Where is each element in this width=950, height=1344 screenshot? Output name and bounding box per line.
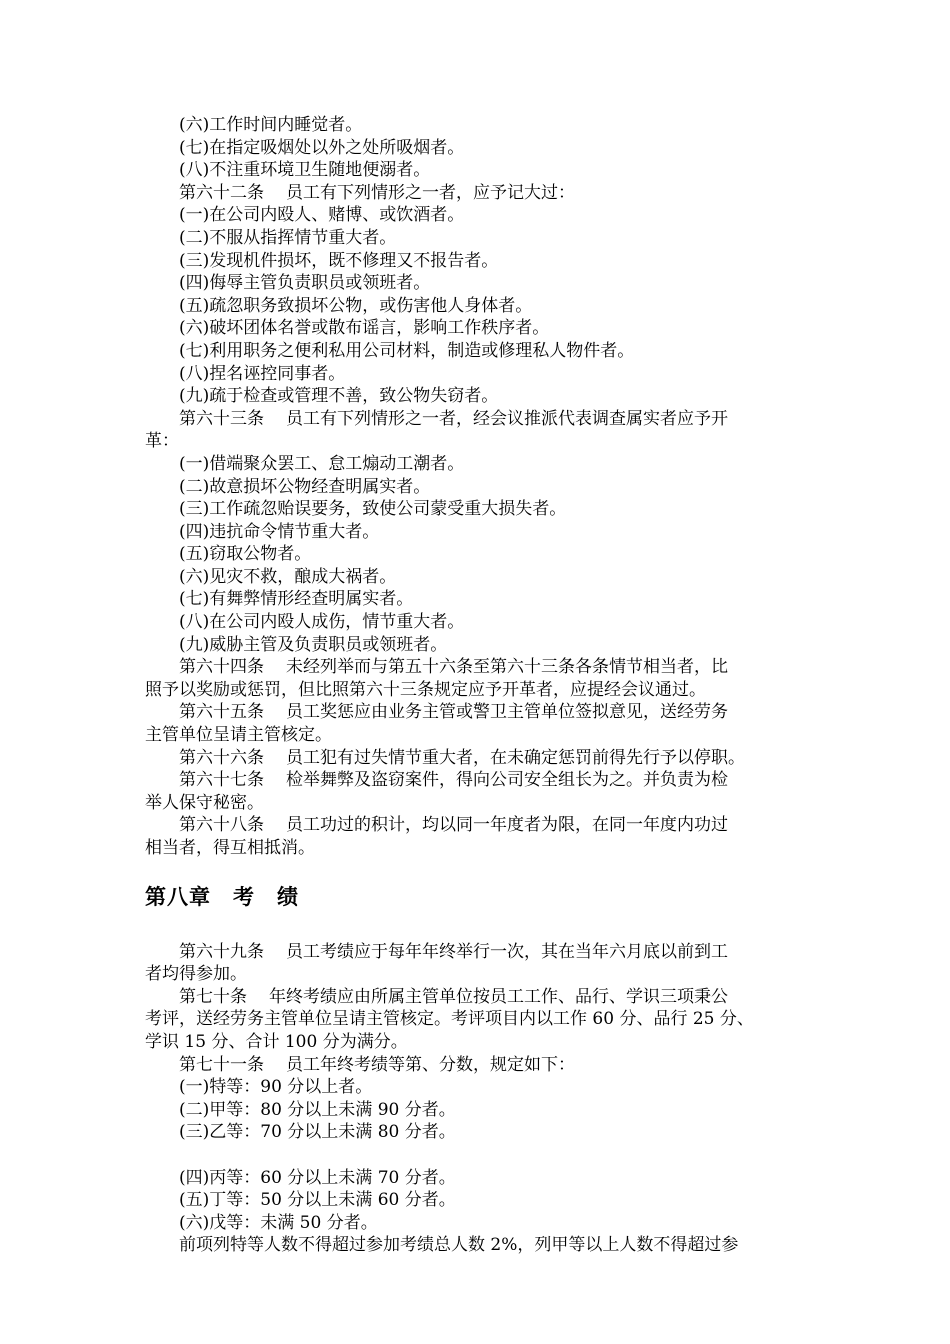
article-number: 第六十九条 — [179, 941, 264, 962]
article-number: 第六十四条 — [179, 657, 264, 678]
article-number: 第六十八条 — [179, 815, 264, 836]
article-text: 年终考绩应由所属主管单位按员工工作、品行、学识三项秉公 — [269, 986, 728, 1007]
article-text: 未经列举而与第五十六条至第六十三条各条情节相当者，比 — [286, 657, 728, 678]
list-item: (二)不服从指挥情节重大者。 — [179, 227, 397, 248]
article-line — [145, 814, 805, 837]
list-item: (六)见灾不救，酿成大祸者。 — [179, 566, 397, 587]
article-number: 第六十五条 — [179, 702, 264, 723]
list-item: (八)不注重环境卫生随地便溺者。 — [179, 160, 431, 181]
list-item: (六)戊等：未满 50 分者。 — [179, 1212, 378, 1233]
article-line — [145, 747, 805, 770]
list-item: (五)丁等：50 分以上未满 60 分者。 — [179, 1190, 456, 1211]
list-item: (三)乙等：70 分以上未满 80 分者。 — [179, 1122, 456, 1143]
article-text: 员工犯有过失情节重大者，在未确定惩罚前得先行予以停职。 — [286, 747, 745, 768]
continuation-line: 举人保守秘密。 — [145, 792, 264, 813]
continuation-line: 考评，送经劳务主管单位呈请主管核定。考评项目内以工作 60 分、品行 25 分、 — [145, 1009, 754, 1030]
list-item: (六)工作时间内睡觉者。 — [179, 115, 363, 135]
article-line — [145, 769, 805, 792]
article-text: 员工有下列情形之一者，经会议推派代表调查属实者应予开 — [286, 408, 728, 429]
list-item: (七)在指定吸烟处以外之处所吸烟者。 — [179, 137, 465, 158]
blank-line — [145, 1144, 805, 1167]
article-line — [145, 408, 805, 431]
article-text: 员工有下列情形之一者，应予记大过： — [286, 182, 575, 203]
list-item: (八)在公司内殴人成伤，情节重大者。 — [179, 612, 465, 633]
continuation-line: 学识 15 分、合计 100 分为满分。 — [145, 1031, 408, 1052]
continuation-line: 革： — [145, 431, 179, 452]
list-item: (二)故意损坏公物经查明属实者。 — [179, 476, 431, 497]
regulations-block-2 — [145, 941, 805, 1257]
list-item: (七)有舞弊情形经查明属实者。 — [179, 589, 414, 610]
article-number: 第七十条 — [179, 986, 247, 1007]
list-item: (三)工作疏忽贻误要务，致使公司蒙受重大损失者。 — [179, 499, 567, 520]
list-item: (二)甲等：80 分以上未满 90 分者。 — [179, 1099, 456, 1120]
article-number: 第六十七条 — [179, 770, 264, 791]
list-item: (八)捏名诬控同事者。 — [179, 363, 346, 384]
article-text: 员工考绩应于每年年终举行一次，其在当年六月底以前到工 — [286, 941, 728, 962]
continuation-line: 主管单位呈请主管核定。 — [145, 725, 332, 746]
article-number: 第七十一条 — [179, 1054, 264, 1075]
list-item: (五)疏忽职务致损坏公物，或伤害他人身体者。 — [179, 295, 533, 316]
article-number: 第六十二条 — [179, 182, 264, 203]
article-text: 检举舞弊及盗窃案件，得向公司安全组长为之。并负责为检 — [286, 770, 728, 791]
list-item: (四)违抗命令情节重大者。 — [179, 521, 380, 542]
continuation-line: 者均得参加。 — [145, 964, 247, 985]
chapter-heading — [145, 877, 805, 917]
list-item: (七)利用职务之便利私用公司材料，制造或修理私人物件者。 — [179, 340, 635, 361]
article-number: 第六十三条 — [179, 408, 264, 429]
article-line — [145, 941, 805, 964]
regulations-block-1 — [145, 114, 805, 860]
article-line — [145, 182, 805, 205]
continuation-line: 照予以奖励或惩罚，但比照第六十三条规定应予开革者，应提经会议通过。 — [145, 679, 706, 700]
list-item: (九)威胁主管及负责职员或领班者。 — [179, 634, 448, 655]
list-item: (四)丙等：60 分以上未满 70 分者。 — [179, 1167, 456, 1188]
list-item: (一)特等：90 分以上者。 — [179, 1077, 373, 1098]
list-item: (三)发现机件损坏，既不修理又不报告者。 — [179, 250, 499, 271]
list-item: (五)窃取公物者。 — [179, 544, 312, 565]
chapter-number: 第八章 — [145, 884, 211, 909]
article-text: 员工奖惩应由业务主管或警卫主管单位签拟意见，送经劳务 — [286, 702, 728, 723]
list-item: (一)在公司内殴人、赌博、或饮酒者。 — [179, 205, 465, 226]
article-line — [145, 701, 805, 724]
article-number: 第六十六条 — [179, 747, 264, 768]
article-line — [145, 656, 805, 679]
continuation-line: 相当者，得互相抵消。 — [145, 838, 315, 858]
list-item: (一)借端聚众罢工、怠工煽动工潮者。 — [179, 453, 465, 474]
article-line — [145, 1054, 805, 1077]
list-item: (九)疏于检查或管理不善，致公物失窃者。 — [179, 386, 499, 407]
chapter-title: 考 绩 — [233, 884, 299, 909]
document-body — [145, 114, 805, 1257]
article-text: 员工功过的积计，均以同一年度者为限，在同一年度内功过 — [286, 815, 728, 836]
article-line — [145, 986, 805, 1009]
list-item: (六)破坏团体名誉或散布谣言，影响工作秩序者。 — [179, 318, 550, 339]
list-item: 前项列特等人数不得超过参加考绩总人数 2%，列甲等以上人数不得超过参 — [179, 1235, 739, 1256]
article-text: 员工年终考绩等第、分数，规定如下： — [286, 1054, 575, 1075]
list-item: (四)侮辱主管负责职员或领班者。 — [179, 273, 431, 294]
